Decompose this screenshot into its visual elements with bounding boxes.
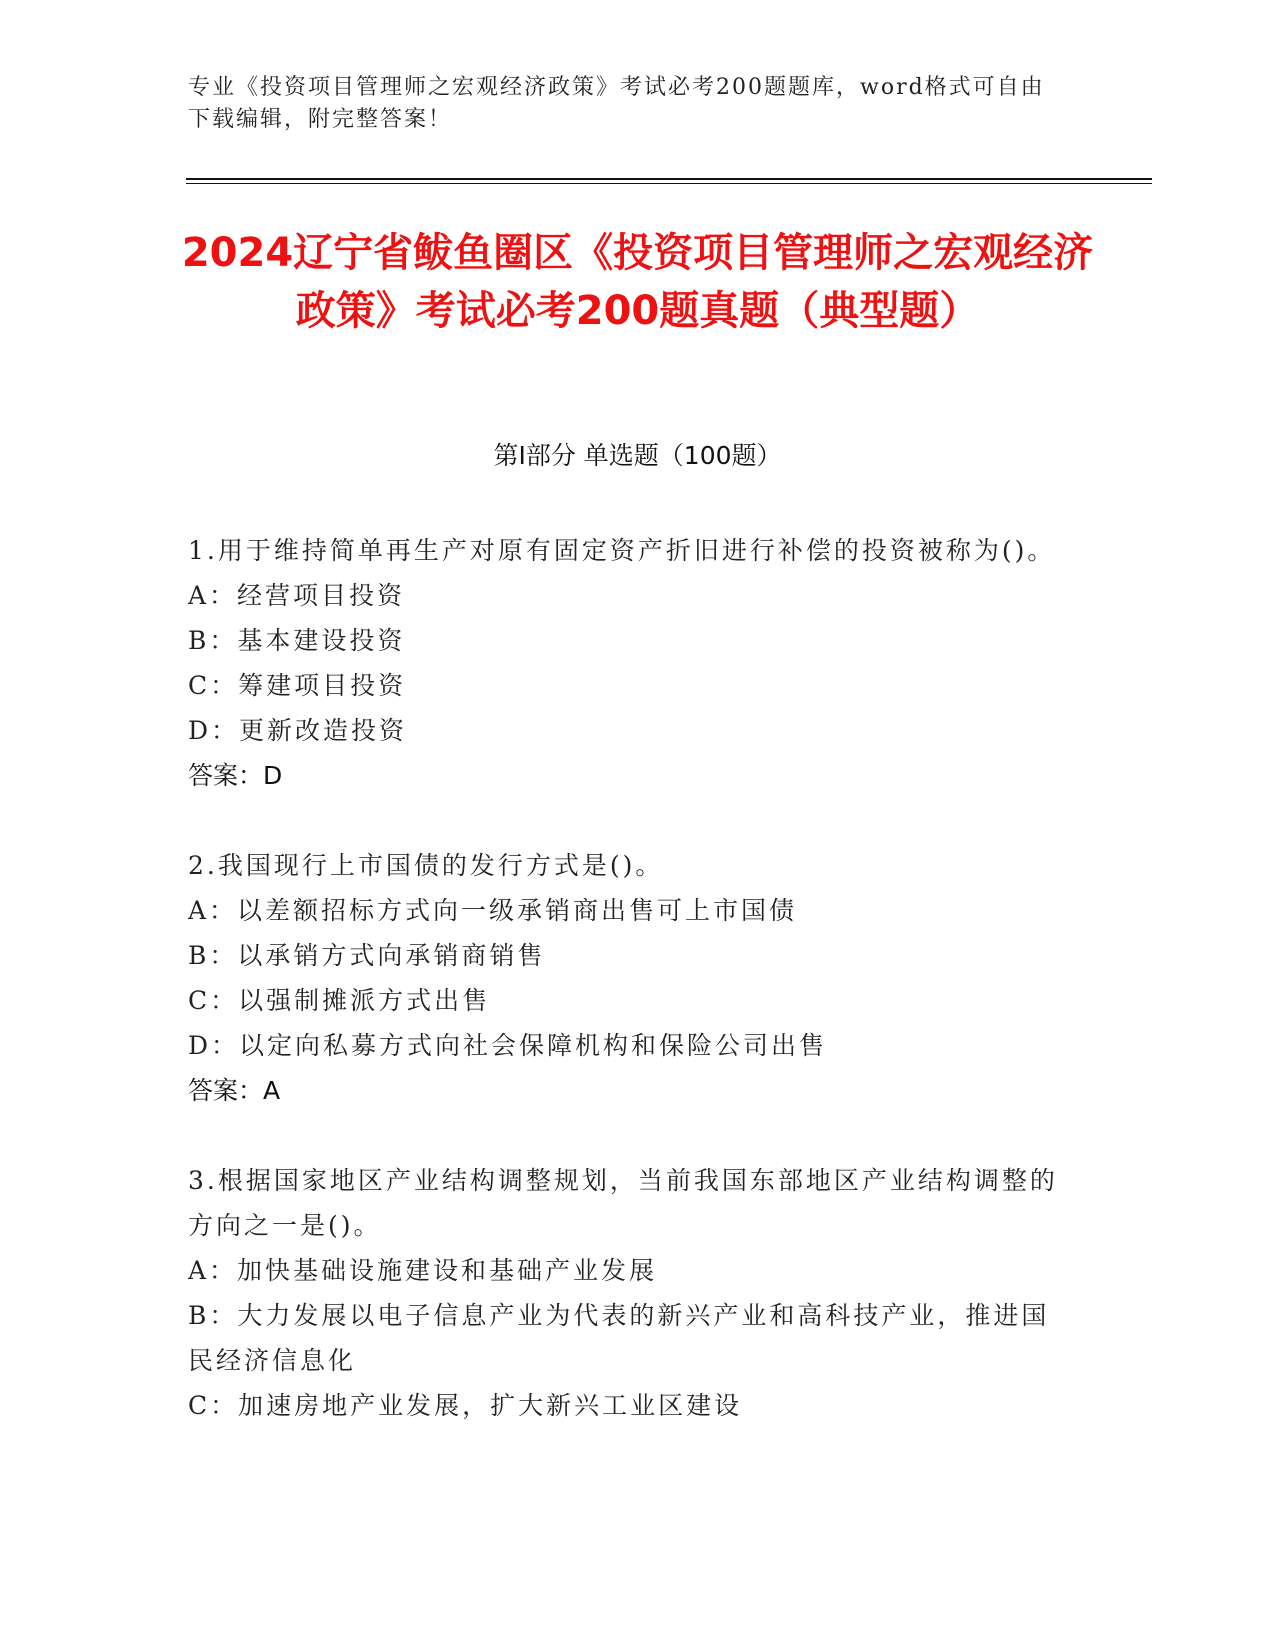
header-divider-thin: [186, 183, 1152, 184]
answer: 答案：D: [188, 761, 283, 790]
option-a: A：经营项目投资: [188, 581, 406, 610]
option-b: B：大力发展以电子信息产业为代表的新兴产业和高科技产业，推进国民经济信息化: [188, 1301, 1050, 1375]
question-list: [188, 528, 1068, 1428]
question-spacer: [188, 1113, 1068, 1158]
document-title: 2024辽宁省鲅鱼圈区《投资项目管理师之宏观经济政策》考试必考200题真题（典型题）: [181, 230, 1094, 334]
option-c: C：加速房地产业发展，扩大新兴工业区建设: [188, 1391, 743, 1420]
option-d: D：以定向私募方式向社会保障机构和保险公司出售: [188, 1031, 828, 1060]
option-a: A：加快基础设施建设和基础产业发展: [188, 1256, 658, 1285]
option-d: D：更新改造投资: [188, 716, 408, 745]
option-b: B：以承销方式向承销商销售: [188, 941, 546, 970]
header-divider-thick: [186, 178, 1152, 180]
question-3: [188, 1158, 1068, 1428]
section-title: 第I部分 单选题（100题）: [493, 441, 782, 470]
option-b: B：基本建设投资: [188, 626, 406, 655]
question-spacer: [188, 798, 1068, 843]
question-1: [188, 528, 1068, 798]
question-2: [188, 843, 1068, 1113]
option-a: A：以差额招标方式向一级承销商出售可上市国债: [188, 896, 798, 925]
option-c: C：筹建项目投资: [188, 671, 407, 700]
header-note: 专业《投资项目管理师之宏观经济政策》考试必考200题题库，word格式可自由下载编辑，附完整答案！: [188, 75, 1045, 132]
option-c: C：以强制摊派方式出售: [188, 986, 491, 1015]
question-stem: 1.用于维持简单再生产对原有固定资产折旧进行补偿的投资被称为()。: [188, 536, 1056, 565]
question-stem: 2.我国现行上市国债的发行方式是()。: [188, 851, 664, 880]
question-stem: 3.根据国家地区产业结构调整规划，当前我国东部地区产业结构调整的方向之一是()。: [188, 1166, 1058, 1240]
answer: 答案：A: [188, 1076, 281, 1105]
